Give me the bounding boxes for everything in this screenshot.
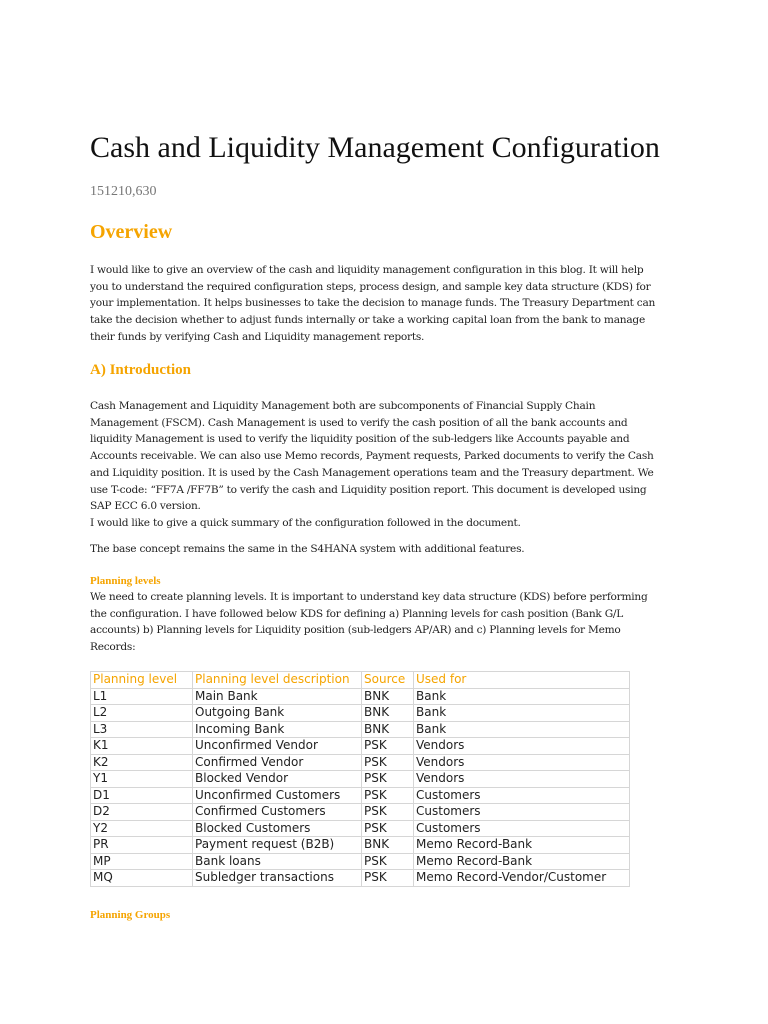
overview-heading: Overview (90, 221, 173, 243)
table-row (91, 853, 630, 870)
introduction-line: I would like to give a quick summary of the configuration followed in the document. (90, 516, 521, 529)
document-title: Cash and Liquidity Management Configuration (90, 131, 660, 164)
cell-used-for: Vendors (414, 738, 630, 755)
cell-description: Blocked Vendor (193, 771, 362, 788)
introduction-line: SAP ECC 6.0 version. (90, 500, 201, 513)
cell-planning-level: K1 (91, 738, 193, 755)
introduction-line: Cash Management and Liquidity Management both are subcomponents of Financial Supply Chain (90, 400, 596, 412)
cell-used-for: Memo Record-Bank (414, 837, 630, 854)
introduction-line: Management (FSCM). Cash Management is used to verify the cash position of all the bank accounts and (90, 416, 628, 429)
table-row (91, 870, 630, 887)
planning-levels-line: the configuration. I have followed below KDS for defining a) Planning levels for cash position (Bank G/L (90, 607, 624, 620)
planning-levels-line: accounts) b) Planning levels for Liquidity position (sub-ledgers AP/AR) and c) Planning levels for Memo (90, 624, 621, 637)
introduction-paragraph (90, 398, 680, 532)
table-row (91, 705, 630, 722)
cell-used-for: Bank (414, 688, 630, 705)
introduction-line: and Liquidity position. It is used by the Cash Management operations team and the Treasury department. We (90, 466, 654, 479)
planning-groups-heading: Planning Groups (90, 909, 171, 921)
cell-source: PSK (362, 820, 414, 837)
cell-used-for: Vendors (414, 754, 630, 771)
table-row (91, 721, 630, 738)
table-row (91, 820, 630, 837)
column-header-source: Source (362, 672, 414, 689)
introduction-heading: A) Introduction (90, 362, 191, 378)
introduction-line: Accounts receivable. We can also use Memo records, Payment requests, Parked documents to verify the Cash (90, 450, 654, 463)
cell-source: PSK (362, 853, 414, 870)
cell-planning-level: L3 (91, 721, 193, 738)
cell-used-for: Memo Record-Vendor/Customer (414, 870, 630, 887)
introduction-line: liquidity Management is used to verify the liquidity position of the sub-ledgers like Accounts payable and (90, 433, 630, 446)
cell-planning-level: Y2 (91, 820, 193, 837)
cell-planning-level: MP (91, 853, 193, 870)
column-header-planning-level: Planning level (91, 672, 193, 689)
cell-source: PSK (362, 771, 414, 788)
cell-planning-level: D1 (91, 787, 193, 804)
document-meta: 151210,630 (90, 184, 157, 199)
cell-used-for: Customers (414, 787, 630, 804)
cell-description: Unconfirmed Vendor (193, 738, 362, 755)
planning-levels-heading: Planning levels (90, 575, 161, 587)
cell-description: Blocked Customers (193, 820, 362, 837)
cell-source: PSK (362, 754, 414, 771)
column-header-used-for: Used for (414, 672, 630, 689)
table-row (91, 738, 630, 755)
cell-description: Bank loans (193, 853, 362, 870)
planning-levels-paragraph (90, 589, 680, 656)
cell-source: BNK (362, 837, 414, 854)
cell-planning-level: Y1 (91, 771, 193, 788)
overview-line: their funds by verifying Cash and Liquidity management reports. (90, 330, 425, 343)
planning-levels-line: Records: (90, 641, 136, 654)
overview-line: you to understand the required configuration steps, process design, and sample key data structure (KDS) for (90, 280, 651, 293)
column-header-description: Planning level description (193, 672, 362, 689)
table-row (91, 804, 630, 821)
cell-used-for: Bank (414, 721, 630, 738)
cell-used-for: Customers (414, 804, 630, 821)
cell-planning-level: K2 (91, 754, 193, 771)
cell-description: Outgoing Bank (193, 705, 362, 722)
cell-used-for: Customers (414, 820, 630, 837)
cell-planning-level: MQ (91, 870, 193, 887)
cell-source: PSK (362, 804, 414, 821)
cell-description: Confirmed Vendor (193, 754, 362, 771)
overview-paragraph (90, 262, 680, 346)
table-row (91, 754, 630, 771)
table-row (91, 771, 630, 788)
cell-description: Payment request (B2B) (193, 837, 362, 854)
table-row (91, 688, 630, 705)
cell-source: BNK (362, 688, 414, 705)
table-header-row (91, 672, 630, 689)
planning-levels-line: We need to create planning levels. It is important to understand key data structure (KDS) before performing (90, 591, 648, 603)
cell-source: PSK (362, 870, 414, 887)
cell-source: PSK (362, 738, 414, 755)
cell-source: BNK (362, 721, 414, 738)
cell-used-for: Vendors (414, 771, 630, 788)
overview-line: take the decision whether to adjust funds internally or take a working capital loan from the bank to manage (90, 314, 645, 327)
table-row (91, 787, 630, 804)
base-concept-line: The base concept remains the same in the S4HANA system with additional features. (90, 543, 525, 555)
cell-description: Incoming Bank (193, 721, 362, 738)
cell-source: BNK (362, 705, 414, 722)
overview-line: your implementation. It helps businesses to take the decision to manage funds. The Treasury Department can (90, 297, 656, 310)
cell-planning-level: L1 (91, 688, 193, 705)
cell-source: PSK (362, 787, 414, 804)
cell-description: Subledger transactions (193, 870, 362, 887)
cell-planning-level: PR (91, 837, 193, 854)
overview-line: I would like to give an overview of the cash and liquidity management configuration in this blog. It will help (90, 264, 644, 276)
base-concept-paragraph (90, 541, 680, 558)
cell-planning-level: D2 (91, 804, 193, 821)
cell-planning-level: L2 (91, 705, 193, 722)
cell-used-for: Bank (414, 705, 630, 722)
cell-description: Confirmed Customers (193, 804, 362, 821)
cell-description: Unconfirmed Customers (193, 787, 362, 804)
cell-description: Main Bank (193, 688, 362, 705)
cell-used-for: Memo Record-Bank (414, 853, 630, 870)
planning-levels-table (90, 671, 630, 887)
introduction-line: use T-code: “FF7A /FF7B” to verify the cash and Liquidity position report. This document is developed using (90, 483, 647, 496)
table-row (91, 837, 630, 854)
